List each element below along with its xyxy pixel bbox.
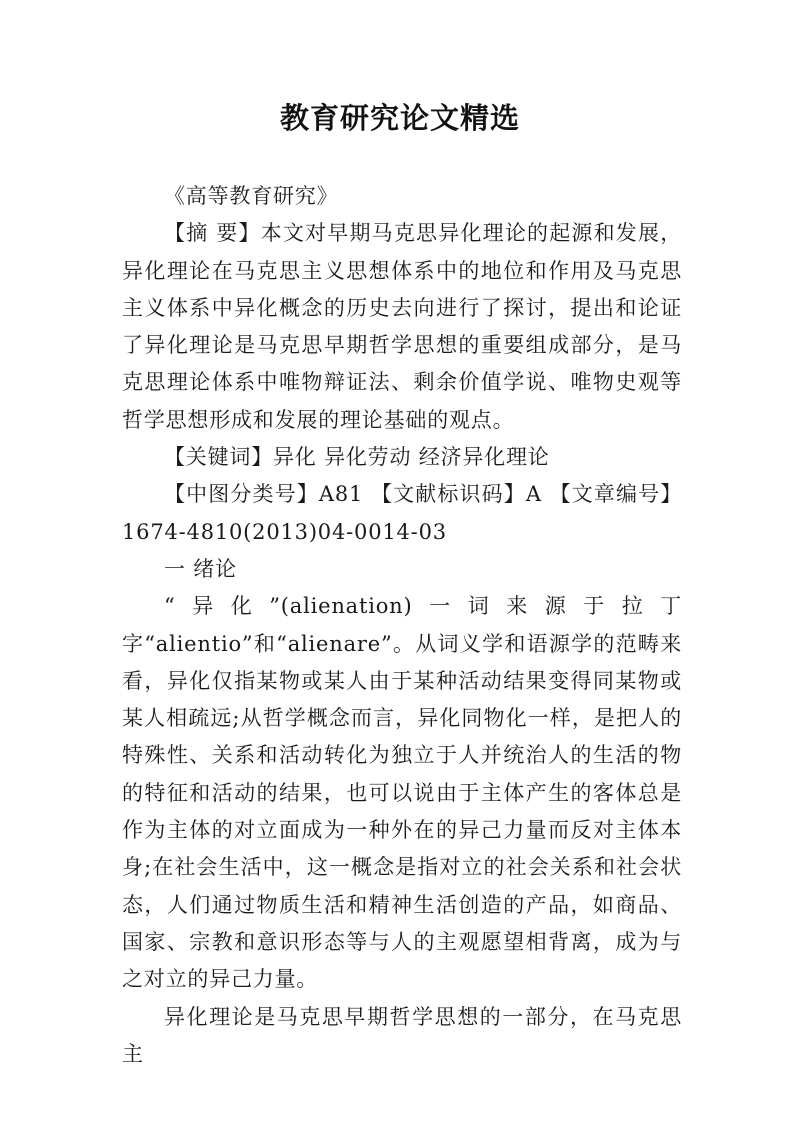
document-title: 教育研究论文精选 xyxy=(279,101,520,135)
section-heading: 一 绪论 xyxy=(164,556,237,581)
body-paragraph: 异化理论是马克思早期哲学思想的一部分，在马克思主 xyxy=(122,1004,682,1066)
document-body xyxy=(122,178,682,1073)
keywords-line: 【关键词】异化 异化劳动 经济异化理论 xyxy=(164,445,550,470)
body-paragraph: “异化”(alienation)一词来源于拉丁字“alientio”和“alienare”。从词义学和语源学的范畴来看，异化仅指某物或某人由于某种活动结果变得同某物或某人相疏远;从哲学概念而言，异化同物化一样，是把人的特殊性、关系和活动转化为独立于人并统治人的生活的物的特征和活动的结果，也可以说由于主体产生的客体总是作为主体的对立面成为一种外在的异己力量而反对主体本身;在社会生活中，这一概念是指对立的社会关系和社会状态，人们通过物质生活和精神生活创造的产品，如商品、国家、宗教和意识形态等与人的主观愿望相背离，成为与之对立的异己力量。 xyxy=(122,594,682,992)
abstract-paragraph: 【摘 要】本文对早期马克思异化理论的起源和发展，异化理论在马克思主义思想体系中的地位和作用及马克思主义体系中异化概念的历史去向进行了探讨，提出和论证了异化理论是马克思早期哲学思想的重要组成部分，是马克思理论体系中唯物辩证法、剩余价值学说、唯物史观等哲学思想形成和发展的理论基础的观点。 xyxy=(122,221,682,432)
journal-name: 《高等教育研究》 xyxy=(164,184,339,208)
classification-line: 【中图分类号】A81 【文献标识码】A 【文章编号】1674-4810(2013)04-0014-03 xyxy=(122,482,682,544)
